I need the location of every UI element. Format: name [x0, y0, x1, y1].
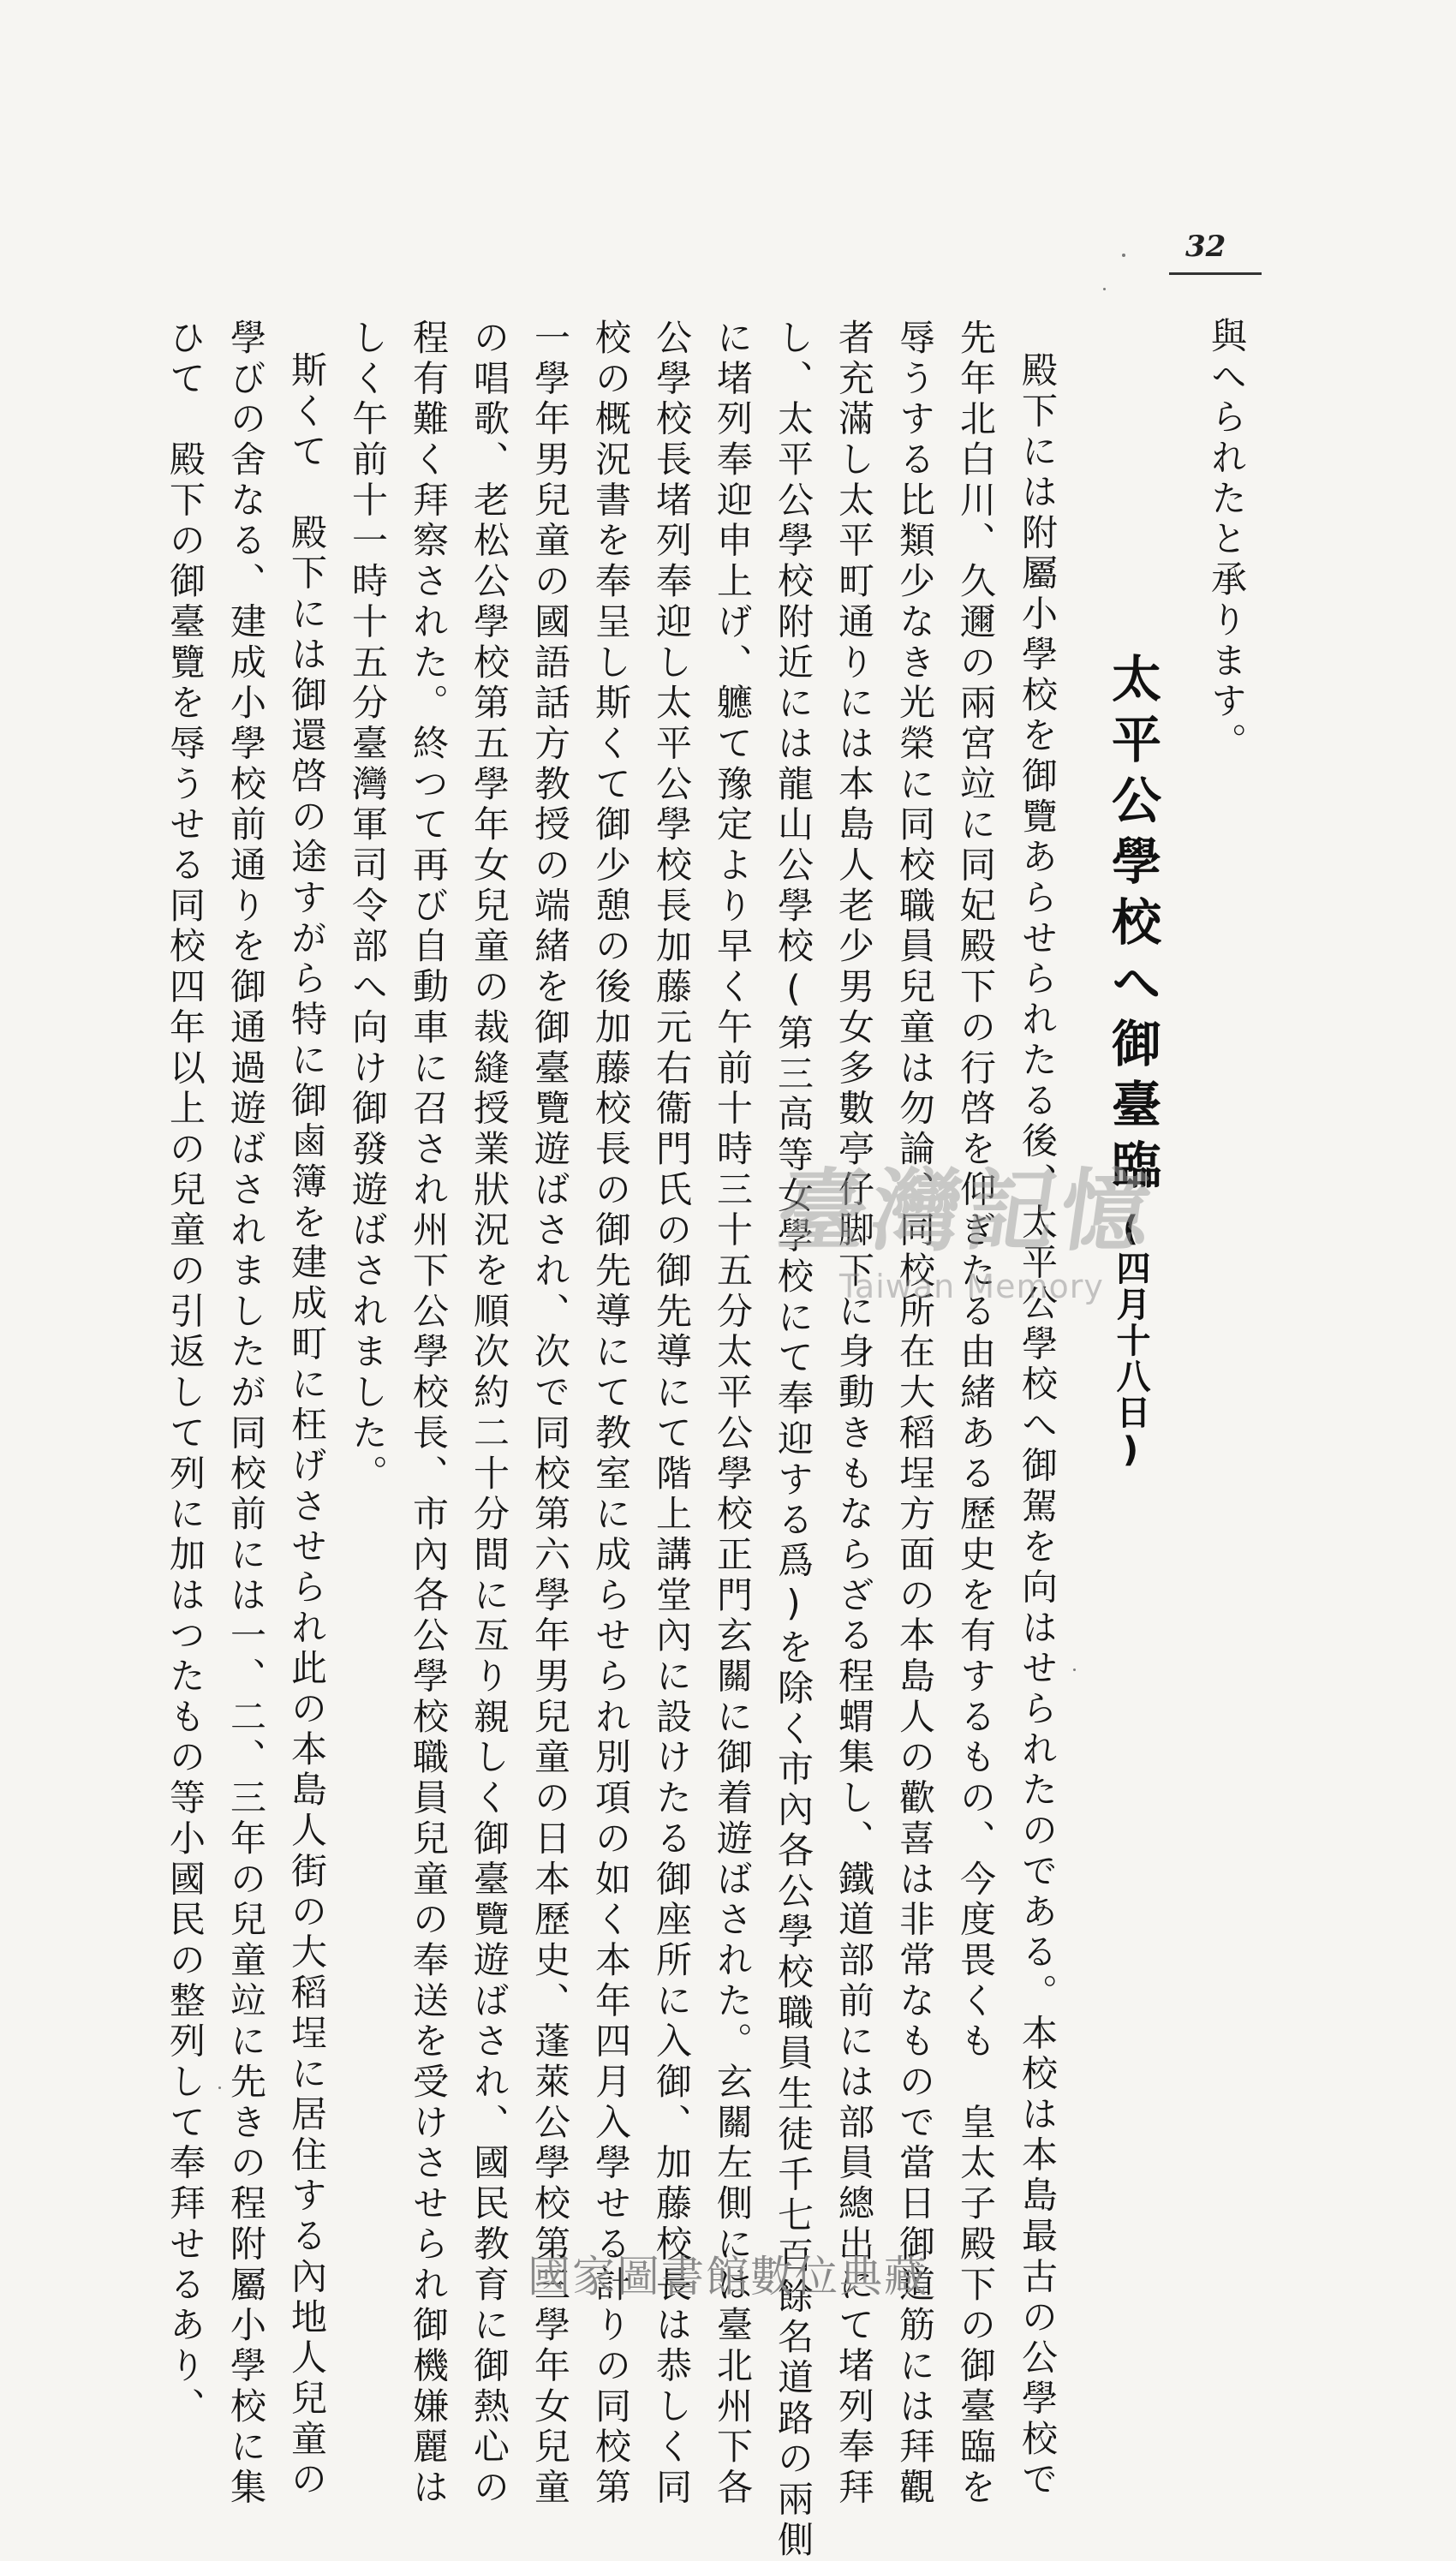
text-column-7: 公學校長堵列奉迎し太平公學校長加藤元右衞門氏の御先導にて階上講堂內に設けたる御座所に入御、加藤校長は恭しく同 [651, 319, 693, 2509]
watermark-sub: Taiwan Memory [839, 1268, 1104, 1305]
scan-speck [1073, 1669, 1076, 1671]
article-title: 太平公學校へ御臺臨 [1103, 653, 1161, 1200]
text-column-2: 先年北白川、久邇の兩宮竝に同妃殿下の行啓を仰ぎたる由緒ある歷史を有するもの、今度畏くも 皇太子殿下の御臺臨を [955, 319, 997, 2509]
text-column-4: 者充滿し太平町通りには本島人老少男女多數亭仔脚下に身動きもならざる程蝟集し、鐵道部前には部員總出にて堵列奉拜 [833, 319, 875, 2509]
text-column-13: 斯くて 殿下には御還啓の途すがら特に御鹵簿を建成町に枉げさせられ此の本島人街の大稻埕に居住する內地人兒童の [286, 351, 328, 2501]
text-column-15: ひて 殿下の御臺覽を辱うせる同校四年以上の兒童の引返して列に加はつたもの等小國民の整列して奉拜せるあり、 [164, 319, 206, 2428]
text-column-5: し、太平公學校附近には龍山公學校(第三高等女學校にて奉迎する爲)を除く市內各公學校職員生徒千七百餘名道路の兩側 [773, 319, 815, 2561]
text-column-6: に堵列奉迎申上げ、軈て豫定より早く午前十時三十五分太平公學校正門玄關に御着遊ばされた。玄關左側には臺北州下各 [712, 319, 754, 2509]
text-column-10: の唱歌、老松公學校第五學年女兒童の裁縫授業狀況を順次約二十分間に亙り親しく御臺覽遊ばされ、國民教育に御熱心の [468, 319, 510, 2509]
scan-speck [1122, 254, 1125, 257]
page-number: 32 [1185, 230, 1226, 264]
text-column-11: 程有難く拜察された。終つて再び自動車に召され州下公學校長、市內各公學校職員兒童の奉送を受けさせられ御機嫌麗は [408, 319, 450, 2509]
text-column-0: 與へられたと承ります。 [1206, 317, 1248, 763]
watermark-main: 臺灣記憶 [771, 1158, 1163, 1263]
text-column-8: 校の概況書を奉呈し斯くて御少憩の後加藤校長の御先導にて教室に成らせられ別項の如く本年四月入學せる計りの同校第 [590, 319, 632, 2509]
text-column-14: 學びの舍なる、建成小學校前通りを御通過遊ばされましたが同校前には一、二、三年の兒童竝に先きの程附屬小學校に集 [225, 319, 267, 2509]
text-column-9: 一學年男兒童の國語話方教授の端緒を御臺覽遊ばされ、次で同校第六學年男兒童の日本歷史、蓬萊公學校第三學年女兒童 [529, 319, 571, 2509]
top-rule [1169, 272, 1262, 275]
scan-speck [1103, 288, 1106, 290]
text-column-12: しく午前十一時十五分臺灣軍司令部へ向け御發遊ばされました。 [347, 319, 389, 1495]
footer-collection: 國家圖書館數位典藏 [528, 2252, 928, 2301]
article-date-note: (四月十八日) [1111, 1209, 1150, 1472]
text-column-1: 殿下には附屬小學校を御覽あらせられたる後、太平公學校へ御駕を向はせられたのである。本校は本島最古の公學校で [1017, 351, 1059, 2501]
scan-speck [218, 2086, 221, 2089]
text-column-3: 辱うする比類少なき光榮に同校職員兒童は勿論、同校所在大稻埕方面の本島人の歡喜は非常なもので當日御道筋には拜觀 [894, 319, 936, 2509]
